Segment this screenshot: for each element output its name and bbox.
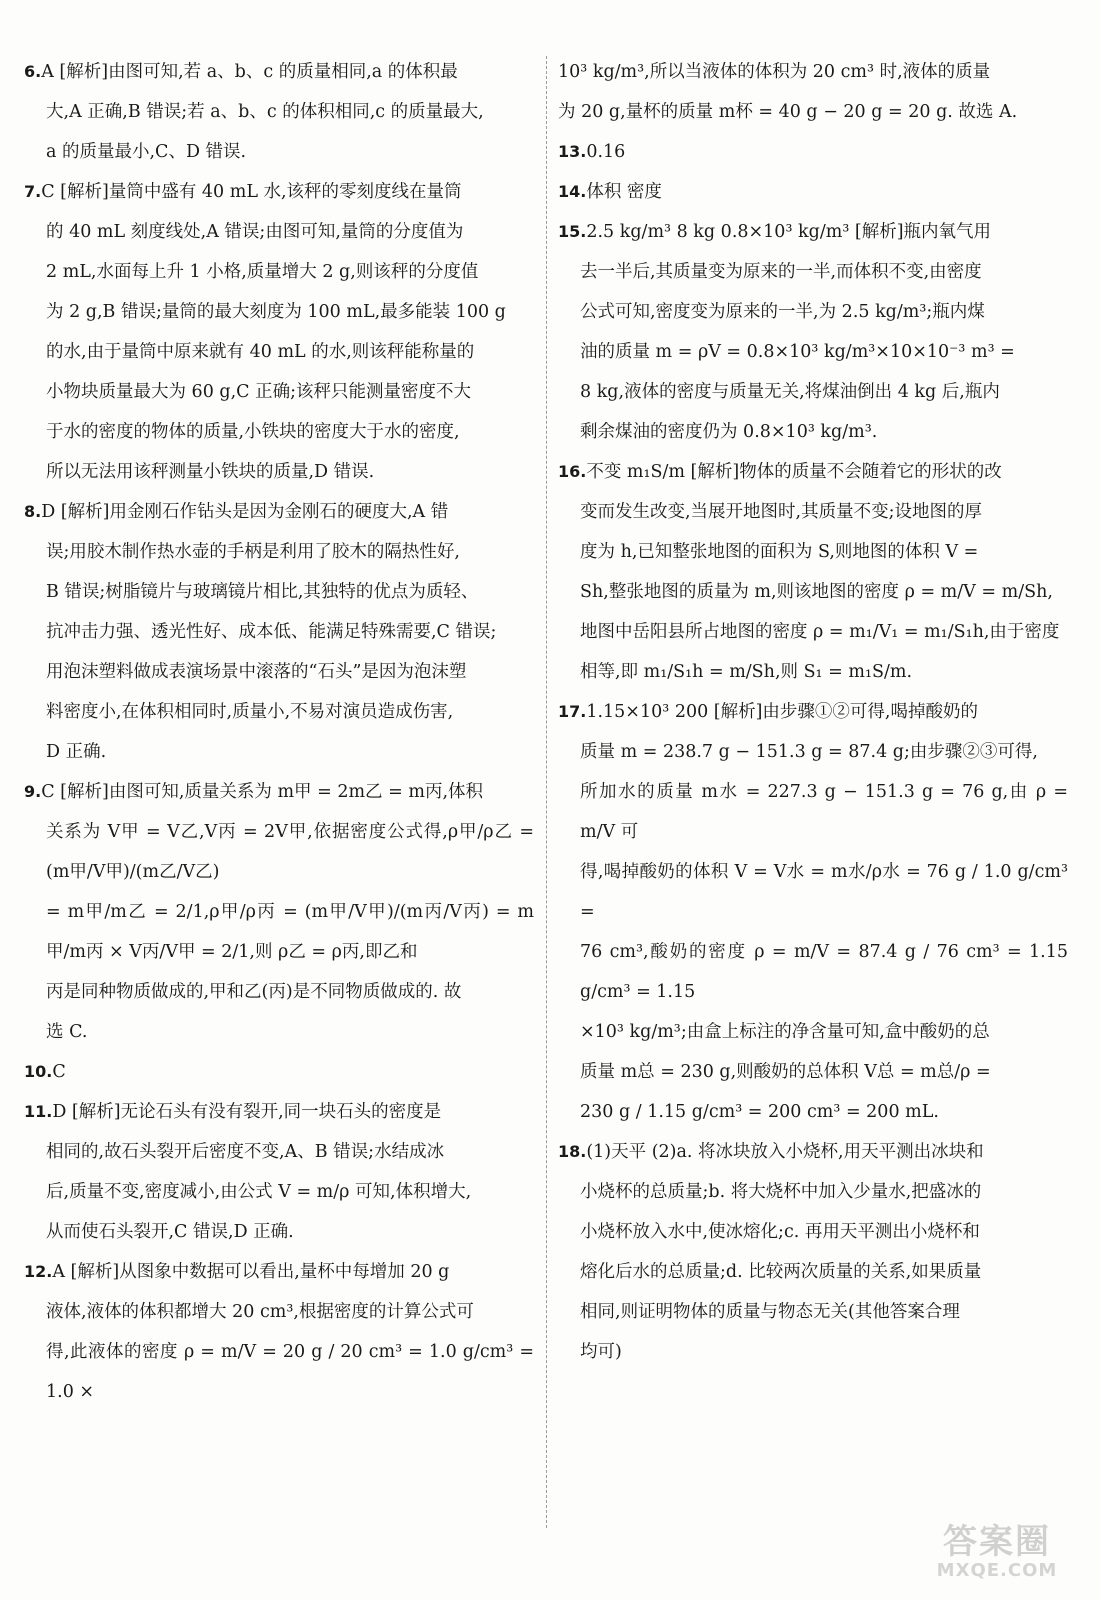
answer-line [24, 252, 534, 292]
answer-item [24, 52, 534, 172]
answer-text: 大,A 正确,B 错误;若 a、b、c 的体积相同,c 的质量最大, [46, 102, 484, 122]
question-number: 14. [558, 182, 587, 201]
answer-line [558, 52, 1068, 92]
answer-text: (1)天平 (2)a. 将冰块放入小烧杯,用天平测出冰块和 [586, 1142, 984, 1162]
answer-text: 得,喝掉酸奶的体积 V = V水 = m水/ρ水 = 76 g / 1.0 g/cm³ = [580, 862, 1068, 922]
answer-line [558, 772, 1068, 852]
answer-text: 1.15×10³ 200 [解析]由步骤①②可得,喝掉酸奶的 [586, 702, 978, 722]
question-number: 16. [558, 462, 587, 481]
answer-text: 0.16 [586, 142, 626, 162]
question-number: 17. [558, 702, 587, 721]
answer-line [558, 252, 1068, 292]
answer-item [24, 1252, 534, 1412]
answer-line [558, 932, 1068, 1012]
answer-item [558, 212, 1068, 452]
answer-text: 8 kg,液体的密度与质量无关,将煤油倒出 4 kg 后,瓶内 [580, 382, 1000, 402]
answer-text: 均可) [580, 1342, 622, 1362]
answer-line [558, 132, 1068, 172]
answer-text: 度为 h,已知整张地图的面积为 S,则地图的体积 V = [580, 542, 979, 562]
answer-item [24, 172, 534, 492]
answer-text: 选 C. [46, 1022, 88, 1042]
answer-line [558, 92, 1068, 132]
answer-line [24, 132, 534, 172]
answer-line [24, 972, 534, 1012]
answer-text: 油的质量 m = ρV = 0.8×10³ kg/m³×10×10⁻³ m³ = [580, 342, 1015, 362]
answer-text: 76 cm³,酸奶的密度 ρ = m/V = 87.4 g / 76 cm³ = 1.15 g/cm³ = 1.15 [580, 942, 1068, 1002]
answer-text: B 错误;树脂镜片与玻璃镜片相比,其独特的优点为质轻、 [46, 582, 479, 602]
answer-line [558, 532, 1068, 572]
answer-line [24, 172, 534, 212]
answer-line [24, 212, 534, 252]
answer-text: 得,此液体的密度 ρ = m/V = 20 g / 20 cm³ = 1.0 g/cm³ = 1.0 × [46, 1342, 534, 1402]
answer-line [24, 1252, 534, 1292]
answer-line [24, 1052, 534, 1092]
question-number: 15. [558, 222, 587, 241]
answer-text: 质量 m = 238.7 g − 151.3 g = 87.4 g;由步骤②③可得, [580, 742, 1038, 762]
answer-item [558, 132, 1068, 172]
answer-line [558, 1012, 1068, 1052]
question-number: 13. [558, 142, 587, 161]
answer-line [558, 612, 1068, 652]
answer-item [24, 1092, 534, 1252]
answer-text: 所加水的质量 m水 = 227.3 g − 151.3 g = 76 g,由 ρ = m/V 可 [580, 782, 1068, 842]
answer-text: 小烧杯放入水中,使冰熔化;c. 再用天平测出小烧杯和 [580, 1222, 980, 1242]
column-divider [546, 56, 547, 1528]
answer-text: D 正确. [46, 742, 107, 762]
answer-text: 误;用胶木制作热水壶的手柄是利用了胶木的隔热性好, [46, 542, 460, 562]
answer-line [558, 852, 1068, 932]
answer-line [558, 212, 1068, 252]
answer-line [24, 532, 534, 572]
answer-text: 抗冲击力强、透光性好、成本低、能满足特殊需要,C 错误; [46, 622, 497, 642]
answer-line [558, 1132, 1068, 1172]
answer-line [24, 612, 534, 652]
answer-text: 的水,由于量筒中原来就有 40 mL 的水,则该秤能称量的 [46, 342, 475, 362]
answer-line [24, 492, 534, 532]
answer-line [24, 1132, 534, 1172]
answer-text: 小物块质量最大为 60 g,C 正确;该秤只能测量密度不大 [46, 382, 472, 402]
answer-line [558, 732, 1068, 772]
left-column [24, 52, 534, 1560]
answer-text: 230 g / 1.15 g/cm³ = 200 cm³ = 200 mL. [580, 1102, 939, 1122]
answer-text: D [解析]无论石头有没有裂开,同一块石头的密度是 [52, 1102, 442, 1122]
answer-line [24, 1212, 534, 1252]
answer-text: 体积 密度 [586, 182, 662, 202]
answer-text: 于水的密度的物体的质量,小铁块的密度大于水的密度, [46, 422, 460, 442]
question-number: 11. [24, 1102, 53, 1121]
answer-line [558, 332, 1068, 372]
answer-item [558, 1132, 1068, 1372]
answer-item [24, 1052, 534, 1092]
answer-text: 剩余煤油的密度仍为 0.8×10³ kg/m³. [580, 422, 878, 442]
answer-text: 相同的,故石头裂开后密度不变,A、B 错误;水结成冰 [46, 1142, 445, 1162]
answer-line [24, 652, 534, 692]
answer-line [24, 92, 534, 132]
answer-text: 公式可知,密度变为原来的一半,为 2.5 kg/m³;瓶内煤 [580, 302, 985, 322]
answer-line [558, 372, 1068, 412]
answer-line [24, 452, 534, 492]
answer-item [24, 772, 534, 1052]
answer-text: 2 mL,水面每上升 1 小格,质量增大 2 g,则该秤的分度值 [46, 262, 479, 282]
answer-line [24, 812, 534, 892]
watermark-url: MXQE.COM [936, 1560, 1058, 1581]
answer-text: 地图中岳阳县所占地图的密度 ρ = m₁/V₁ = m₁/S₁h,由于密度 [580, 622, 1060, 642]
answer-item [558, 692, 1068, 1132]
answer-line [24, 1292, 534, 1332]
answer-text: 小烧杯的总质量;b. 将大烧杯中加入少量水,把盛冰的 [580, 1182, 982, 1202]
answer-line [24, 332, 534, 372]
answer-text: 质量 m总 = 230 g,则酸奶的总体积 V总 = m总/ρ = [580, 1062, 991, 1082]
answer-text: 不变 m₁S/m [解析]物体的质量不会随着它的形状的改 [586, 462, 1002, 482]
answer-text: 后,质量不变,密度减小,由公式 V = m/ρ 可知,体积增大, [46, 1182, 472, 1202]
answer-text: 的 40 mL 刻度线处,A 错误;由图可知,量筒的分度值为 [46, 222, 464, 242]
answer-line [24, 292, 534, 332]
answer-text: 液体,液体的体积都增大 20 cm³,根据密度的计算公式可 [46, 1302, 474, 1322]
answer-text: 用泡沫塑料做成表演场景中滚落的“石头”是因为泡沫塑 [46, 662, 467, 682]
answer-text: = m甲/m乙 = 2/1,ρ甲/ρ丙 = (m甲/V甲)/(m丙/V丙) = m甲/m丙 × V丙/V甲 = 2/1,则 ρ乙 = ρ丙,即乙和 [46, 902, 534, 962]
answer-line [558, 1212, 1068, 1252]
question-number: 6. [24, 62, 42, 81]
question-number: 7. [24, 182, 42, 201]
answer-line [558, 1292, 1068, 1332]
answer-line [24, 892, 534, 972]
answer-text: A [解析]从图象中数据可以看出,量杯中每增加 20 g [52, 1262, 450, 1282]
answer-text: 变而发生改变,当展开地图时,其质量不变;设地图的厚 [580, 502, 983, 522]
answer-text: C [52, 1062, 66, 1082]
question-number: 8. [24, 502, 42, 521]
answer-line [558, 652, 1068, 692]
answer-line [24, 412, 534, 452]
answer-line [558, 572, 1068, 612]
watermark-logo [912, 1524, 1082, 1586]
question-number: 18. [558, 1142, 587, 1161]
answer-text: 2.5 kg/m³ 8 kg 0.8×10³ kg/m³ [解析]瓶内氧气用 [586, 222, 992, 242]
answer-text: C [解析]由图可知,质量关系为 m甲 = 2m乙 = m丙,体积 [41, 782, 484, 802]
answer-text: 从而使石头裂开,C 错误,D 正确. [46, 1222, 294, 1242]
answer-text: 丙是同种物质做成的,甲和乙(丙)是不同物质做成的. 故 [46, 982, 462, 1002]
answer-line [558, 1332, 1068, 1372]
answer-item [558, 52, 1068, 132]
right-column [558, 52, 1068, 1560]
answer-text: 为 2 g,B 错误;量筒的最大刻度为 100 mL,最多能装 100 g [46, 302, 506, 322]
question-number: 9. [24, 782, 42, 801]
answer-line [24, 732, 534, 772]
answer-line [24, 1172, 534, 1212]
answer-line [24, 1092, 534, 1132]
answer-text: 关系为 V甲 = V乙,V丙 = 2V甲,依据密度公式得,ρ甲/ρ乙 = (m甲/V甲)/(m乙/V乙) [46, 822, 534, 882]
answer-item [24, 492, 534, 772]
question-number: 10. [24, 1062, 53, 1081]
question-number: 12. [24, 1262, 53, 1281]
answer-text: C [解析]量筒中盛有 40 mL 水,该秤的零刻度线在量筒 [41, 182, 462, 202]
answer-text: D [解析]用金刚石作钻头是因为金刚石的硬度大,A 错 [41, 502, 449, 522]
answer-text: 去一半后,其质量变为原来的一半,而体积不变,由密度 [580, 262, 982, 282]
answer-line [24, 372, 534, 412]
answer-line [558, 292, 1068, 332]
answer-text: 相等,即 m₁/S₁h = m/Sh,则 S₁ = m₁S/m. [580, 662, 913, 682]
answer-line [24, 692, 534, 732]
answer-line [24, 1332, 534, 1412]
answer-line [558, 412, 1068, 452]
answer-line [24, 572, 534, 612]
answer-text: 相同,则证明物体的质量与物态无关(其他答案合理 [580, 1302, 960, 1322]
answer-text: A [解析]由图可知,若 a、b、c 的质量相同,a 的体积最 [41, 62, 458, 82]
answer-text: 10³ kg/m³,所以当液体的体积为 20 cm³ 时,液体的质量 [558, 62, 991, 82]
answer-line [558, 492, 1068, 532]
answer-line [558, 1172, 1068, 1212]
answer-line [558, 172, 1068, 212]
answer-item [558, 172, 1068, 212]
answer-text: 熔化后水的总质量;d. 比较两次质量的关系,如果质量 [580, 1262, 982, 1282]
watermark-title: 答案圈 [943, 1522, 1051, 1562]
answer-line [558, 1052, 1068, 1092]
answer-line [558, 1092, 1068, 1132]
answer-text: 为 20 g,量杯的质量 m杯 = 40 g − 20 g = 20 g. 故选 A. [558, 102, 1018, 122]
answer-line [558, 1252, 1068, 1292]
answer-line [24, 1012, 534, 1052]
answer-line [24, 52, 534, 92]
answer-text: 料密度小,在体积相同时,质量小,不易对演员造成伤害, [46, 702, 454, 722]
answer-line [24, 772, 534, 812]
answer-text: Sh,整张地图的质量为 m,则该地图的密度 ρ = m/V = m/Sh, [580, 582, 1053, 602]
answer-line [558, 692, 1068, 732]
answer-text: ×10³ kg/m³;由盒上标注的净含量可知,盒中酸奶的总 [580, 1022, 990, 1042]
answer-line [558, 452, 1068, 492]
answer-item [558, 452, 1068, 692]
answer-text: 所以无法用该秤测量小铁块的质量,D 错误. [46, 462, 375, 482]
answer-text: a 的质量最小,C、D 错误. [46, 142, 247, 162]
